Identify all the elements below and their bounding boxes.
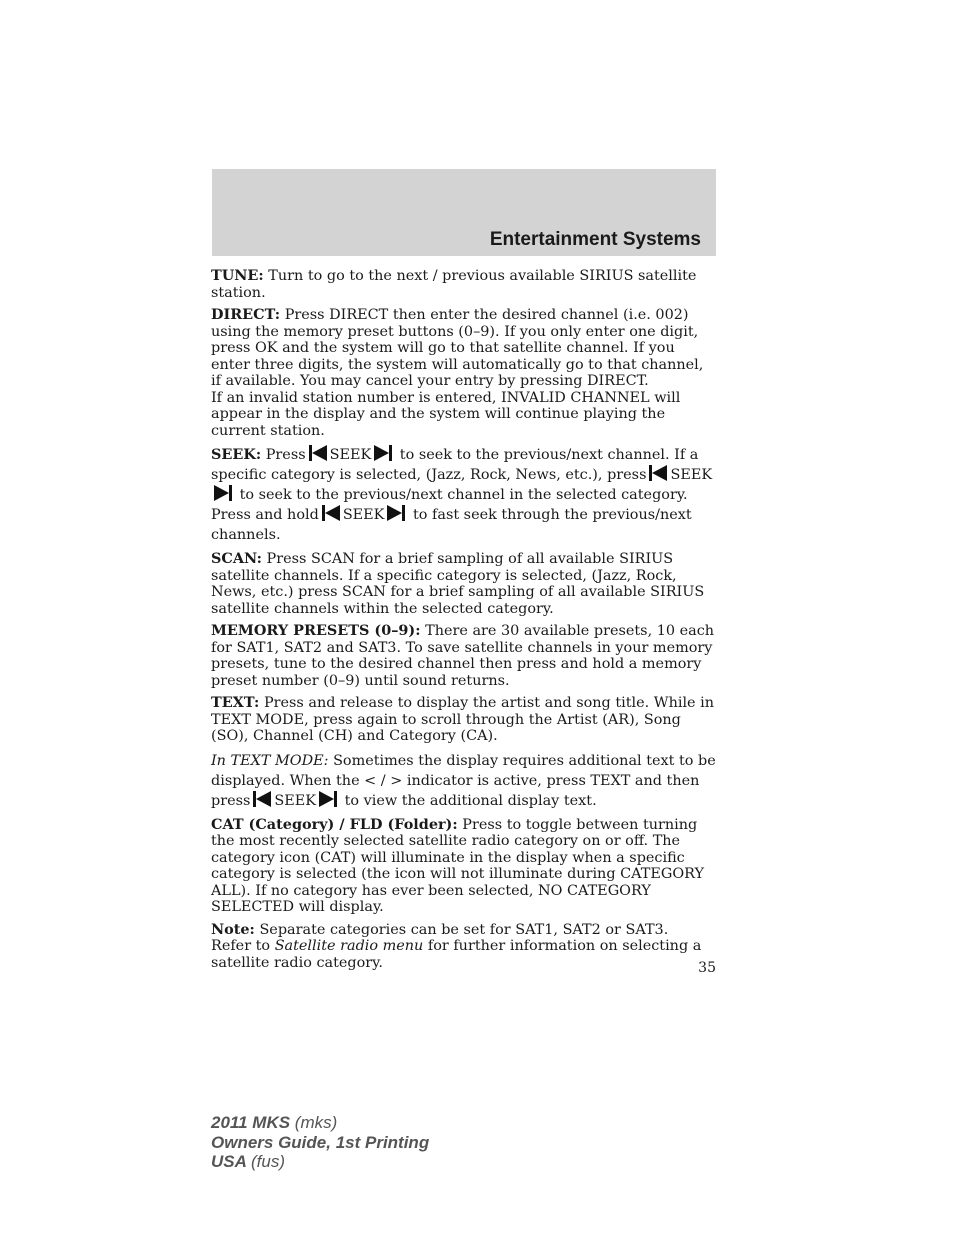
seek-word: SEEK (274, 792, 317, 809)
tune-paragraph (211, 268, 716, 301)
refer-pre: Refer to (211, 938, 271, 954)
direct-label: DIRECT: (211, 306, 281, 323)
refer-paragraph (211, 938, 716, 971)
footer (211, 1113, 429, 1172)
page-body (211, 268, 716, 977)
seek-text-1: to seek to the previous/next channel. If a specific category is selected, (Jazz, Rock, News, etc.), (211, 447, 699, 483)
direct-text: Press DIRECT then enter the desired channel (i.e. 002) using the memory preset buttons (0–9). If you only enter one digit, press OK and the system will go to that satellite channel. If you enter three digits, the system will automatically go to that channel, if available. You may cancel your entry by pressing DIRECT. (211, 307, 704, 389)
text-mode-label: In TEXT MODE: (211, 752, 329, 769)
footer-market-code: (fus) (251, 1152, 285, 1171)
tune-label: TUNE: (211, 267, 264, 284)
memory-presets-label: MEMORY PRESETS (0–9): (211, 622, 421, 639)
page-number: 35 (698, 960, 716, 976)
seek-word: SEEK (342, 507, 385, 523)
seek-next-icon (214, 485, 232, 501)
text-paragraph (211, 695, 716, 745)
seek-previous-icon (649, 465, 667, 481)
direct-invalid-paragraph (211, 390, 716, 440)
text-mode-press-word: press (211, 792, 251, 809)
footer-line-3 (211, 1152, 429, 1172)
note-paragraph (211, 922, 716, 939)
seek-word: SEEK (329, 447, 372, 463)
seek-previous-icon (309, 445, 327, 461)
text-mode-end: to view the additional display text. (344, 792, 597, 809)
section-title: Entertainment Systems (489, 229, 701, 250)
footer-model: 2011 MKS (211, 1113, 291, 1132)
section-header-band (212, 169, 716, 256)
seek-label: SEEK: (211, 446, 262, 463)
footer-model-code: (mks) (294, 1113, 338, 1132)
category-paragraph (211, 817, 716, 916)
text-mode-text: Sometimes the display requires additional text to be displayed. When the < / > indicator is active, press TEXT and then (211, 752, 716, 789)
category-text: Press to toggle between turning the most recently selected satellite radio category on or off. The category icon (CAT) will illuminate in the display when a specific category is selected (the icon will not illuminate during CATEGORY ALL). If no category has ever been selected, NO CATEGORY SELECTED will display. (211, 816, 705, 915)
scan-paragraph (211, 551, 716, 617)
seek-next-icon (387, 505, 405, 521)
seek-press-word: Press (265, 447, 306, 463)
seek-paragraph (211, 445, 716, 545)
note-text: Separate categories can be set for SAT1, SAT2 or SAT3. (259, 921, 669, 938)
note-label: Note: (211, 920, 255, 938)
scan-label: SCAN: (211, 550, 262, 567)
seek-next-icon (319, 791, 337, 807)
memory-presets-text: There are 30 available presets, 10 each for SAT1, SAT2 and SAT3. To save satellite channels in your memory presets, tune to the desired channel then press and hold a memory preset number (0–9) until sound returns. (211, 623, 715, 689)
text-text: Press and release to display the artist and song title. While in TEXT MODE, press again to scroll through the Artist (AR), Song (SO), Channel (CH) and Category (CA). (211, 695, 715, 744)
seek-word: SEEK (670, 467, 713, 483)
seek-previous-icon (253, 791, 271, 807)
category-label: CAT (Category) / FLD (Folder): (211, 815, 458, 833)
refer-post: for further information on selecting a satellite radio category. (211, 938, 702, 971)
footer-line-1 (211, 1113, 429, 1133)
footer-market: USA (211, 1152, 247, 1171)
seek-text-2: to seek to the previous/next channel in the selected category. Press and hold (211, 487, 688, 523)
seek-text-3: to fast seek through the previous/next channels. (211, 507, 692, 543)
seek-previous-icon (322, 505, 340, 521)
footer-line-2: Owners Guide, 1st Printing (211, 1132, 430, 1152)
seek-press-word-2: press (607, 467, 647, 483)
seek-next-icon (374, 445, 392, 461)
direct-invalid-text: If an invalid station number is entered, INVALID CHANNEL will appear in the display and the system will continue playing the current station. (211, 389, 681, 439)
memory-presets-paragraph (211, 623, 716, 689)
refer-italic: Satellite radio menu (274, 938, 424, 954)
text-label: TEXT: (211, 694, 260, 711)
direct-paragraph (211, 307, 716, 390)
scan-text: Press SCAN for a brief sampling of all available SIRIUS satellite channels. If a specific category is selected, (Jazz, Rock, News, etc.) press SCAN for a brief sampling of all available SIRIUS satellite channels within the selected category. (211, 551, 705, 617)
tune-text: Turn to go to the next / previous available SIRIUS satellite station. (211, 268, 697, 301)
text-mode-paragraph (211, 751, 716, 811)
